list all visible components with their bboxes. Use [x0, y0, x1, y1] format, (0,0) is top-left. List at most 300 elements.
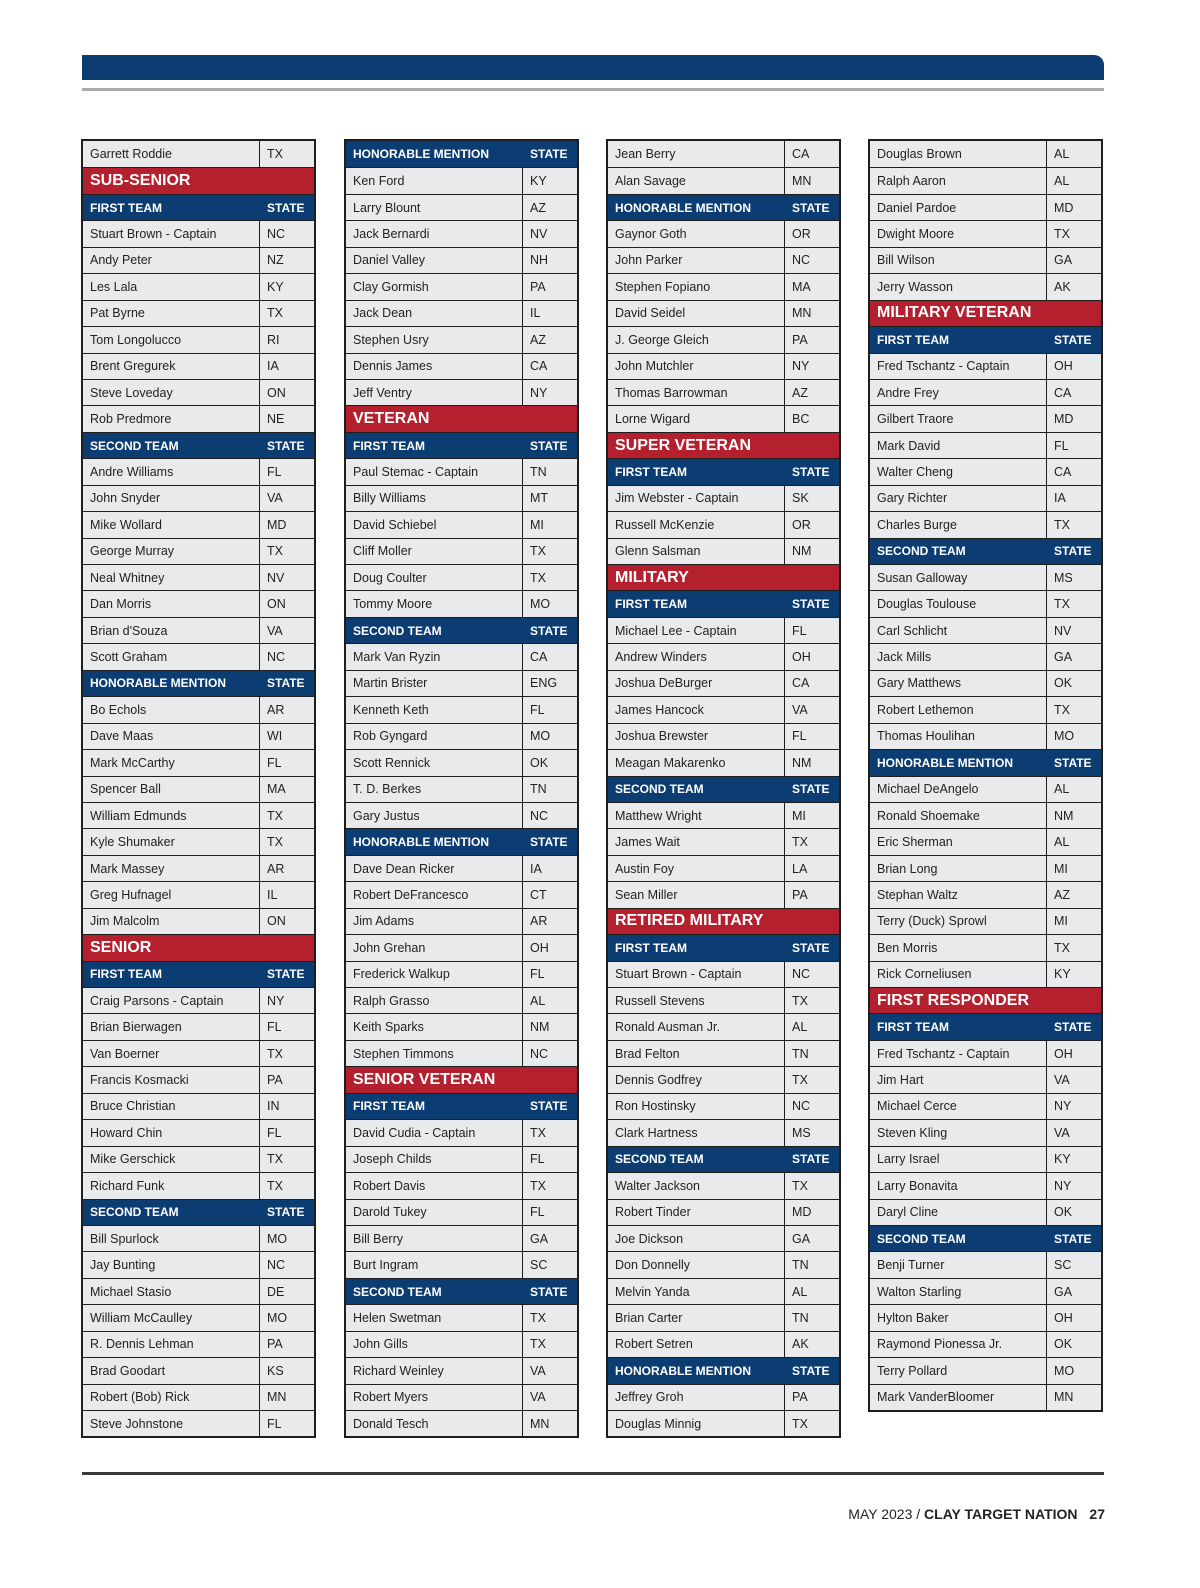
shooter-row: [870, 1172, 1101, 1198]
shooter-state: CA: [792, 147, 810, 162]
division-heading: [346, 405, 577, 431]
shooter-row: [83, 1384, 314, 1410]
shooter-row: [83, 300, 314, 326]
shooter-name: William McCaulley: [83, 1305, 260, 1330]
shooter-name: Brian d'Souza: [83, 618, 260, 643]
shooter-name: Jeff Ventry: [346, 380, 523, 405]
shooter-row: [83, 1013, 314, 1039]
shooter-state: KY: [530, 174, 547, 189]
shooter-name: Raymond Pionessa Jr.: [870, 1332, 1047, 1357]
shooter-row: [870, 273, 1101, 299]
shooter-state: NM: [530, 1020, 550, 1035]
shooter-row: [870, 458, 1101, 484]
shooter-row: [346, 670, 577, 696]
shooter-row: [346, 802, 577, 828]
shooter-name: Ralph Grasso: [346, 988, 523, 1013]
team-header-label: FIRST TEAM: [870, 1014, 1047, 1039]
team-header-row: [870, 1013, 1101, 1039]
shooter-row: [870, 802, 1101, 828]
shooter-state: OH: [1054, 359, 1073, 374]
shooter-state: MD: [792, 1205, 812, 1220]
shooter-row: [870, 881, 1101, 907]
shooter-state: SC: [530, 1258, 548, 1273]
shooter-state: MO: [530, 729, 551, 744]
shooter-state: VA: [1054, 1073, 1070, 1088]
shooter-name: Robert Davis: [346, 1173, 523, 1198]
shooter-name: Ralph Aaron: [870, 168, 1047, 193]
shooter-row: [346, 855, 577, 881]
shooter-name: Walter Jackson: [608, 1173, 785, 1198]
shooter-row: [608, 1066, 839, 1092]
shooter-name: Andre Frey: [870, 380, 1047, 405]
shooter-state: PA: [792, 332, 808, 347]
shooter-state: TX: [267, 1046, 283, 1061]
shooter-row: [870, 828, 1101, 854]
shooter-row: [83, 590, 314, 616]
shooter-row: [870, 353, 1101, 379]
shooter-state: TX: [792, 835, 808, 850]
shooter-name: James Wait: [608, 829, 785, 854]
shooter-row: [83, 1304, 314, 1330]
shooter-name: Clay Gormish: [346, 274, 523, 299]
team-header-label: FIRST TEAM: [608, 935, 785, 960]
team-header-row: [608, 1146, 839, 1172]
shooter-state: TX: [530, 1337, 546, 1352]
shooter-name: Douglas Toulouse: [870, 591, 1047, 616]
shooter-row: [83, 723, 314, 749]
shooter-name: Helen Swetman: [346, 1305, 523, 1330]
shooter-name: Dennis James: [346, 354, 523, 379]
shooter-name: Jeffrey Groh: [608, 1385, 785, 1410]
team-header-row: [870, 749, 1101, 775]
shooter-row: [83, 1251, 314, 1277]
shooter-state: TX: [267, 306, 283, 321]
shooter-state: TX: [530, 1125, 546, 1140]
shooter-name: Ron Hostinsky: [608, 1094, 785, 1119]
shooter-name: Jay Bunting: [83, 1252, 260, 1277]
shooter-state: AR: [267, 702, 285, 717]
shooter-name: Austin Foy: [608, 856, 785, 881]
shooter-name: Tommy Moore: [346, 591, 523, 616]
shooter-name: Walter Cheng: [870, 459, 1047, 484]
shooter-row: [870, 141, 1101, 167]
shooter-name: Gaynor Goth: [608, 221, 785, 246]
shooter-state: AL: [1054, 782, 1070, 797]
shooter-state: NH: [530, 253, 549, 268]
shooter-name: Alan Savage: [608, 168, 785, 193]
shooter-row: [83, 776, 314, 802]
shooter-state: TN: [530, 782, 547, 797]
shooter-name: Sean Miller: [608, 882, 785, 907]
shooter-name: Jack Dean: [346, 301, 523, 326]
shooter-row: [83, 379, 314, 405]
shooter-state: AZ: [530, 200, 546, 215]
shooter-row: [870, 1066, 1101, 1092]
shooter-row: [83, 353, 314, 379]
shooter-name: Daryl Cline: [870, 1200, 1047, 1225]
shooter-state: CT: [530, 887, 547, 902]
shooter-state: NY: [530, 385, 548, 400]
shooter-row: [870, 1304, 1101, 1330]
shooter-state: IN: [267, 1099, 280, 1114]
shooter-row: [870, 220, 1101, 246]
shooter-row: [346, 1040, 577, 1066]
team-header-label: FIRST TEAM: [83, 962, 260, 987]
shooter-name: Jim Adams: [346, 909, 523, 934]
team-header-label: FIRST TEAM: [83, 195, 260, 220]
shooter-state: MN: [792, 306, 812, 321]
roster-column-2: [344, 139, 579, 1438]
shooter-state: MO: [530, 597, 551, 612]
shooter-row: [346, 1410, 577, 1436]
division-title: SUB-SENIOR: [90, 172, 191, 190]
shooter-state: VA: [267, 491, 283, 506]
shooter-state: OH: [530, 940, 549, 955]
shooter-state: AZ: [792, 385, 808, 400]
team-header-label: SECOND TEAM: [870, 1226, 1047, 1251]
shooter-row: [608, 670, 839, 696]
division-heading: [870, 300, 1101, 326]
shooter-state: TX: [530, 1178, 546, 1193]
shooter-state: FL: [267, 1125, 282, 1140]
shooter-row: [608, 1013, 839, 1039]
shooter-name: Ronald Ausman Jr.: [608, 1014, 785, 1039]
shooter-state: ON: [267, 597, 286, 612]
division-title: RETIRED MILITARY: [615, 912, 764, 930]
shooter-row: [346, 749, 577, 775]
shooter-name: Brad Goodart: [83, 1358, 260, 1383]
shooter-state: MS: [792, 1125, 811, 1140]
shooter-row: [346, 1225, 577, 1251]
division-heading: [608, 564, 839, 590]
shooter-row: [608, 273, 839, 299]
shooter-name: Thomas Houlihan: [870, 724, 1047, 749]
shooter-row: [83, 1119, 314, 1145]
shooter-state: IA: [1054, 491, 1066, 506]
shooter-state: TX: [792, 1416, 808, 1431]
shooter-row: [346, 590, 577, 616]
team-header-row: [608, 776, 839, 802]
shooter-row: [346, 1013, 577, 1039]
shooter-row: [83, 1225, 314, 1251]
shooter-name: Darold Tukey: [346, 1200, 523, 1225]
shooter-row: [870, 617, 1101, 643]
shooter-state: FL: [267, 1416, 282, 1431]
shooter-name: Jean Berry: [608, 141, 785, 167]
shooter-state: TX: [792, 993, 808, 1008]
shooter-row: [870, 590, 1101, 616]
shooter-row: [608, 1172, 839, 1198]
shooter-state: AR: [530, 914, 548, 929]
shooter-name: Gary Justus: [346, 803, 523, 828]
shooter-state: MT: [530, 491, 549, 506]
shooter-row: [346, 723, 577, 749]
shooter-state: TX: [530, 544, 546, 559]
division-heading: [346, 1066, 577, 1092]
shooter-name: Burt Ingram: [346, 1252, 523, 1277]
shooter-name: Charles Burge: [870, 512, 1047, 537]
shooter-state: PA: [792, 887, 808, 902]
shooter-name: Frederick Walkup: [346, 962, 523, 987]
shooter-row: [346, 511, 577, 537]
shooter-row: [346, 538, 577, 564]
shooter-state: TN: [792, 1310, 809, 1325]
shooter-row: [870, 696, 1101, 722]
team-header-label: SECOND TEAM: [608, 777, 785, 802]
state-header-label: STATE: [267, 676, 305, 691]
shooter-state: VA: [267, 623, 283, 638]
shooter-row: [870, 670, 1101, 696]
shooter-row: [346, 326, 577, 352]
shooter-state: NC: [792, 1099, 811, 1114]
shooter-name: Ben Morris: [870, 935, 1047, 960]
shooter-name: Gary Richter: [870, 486, 1047, 511]
shooter-row: [870, 723, 1101, 749]
shooter-name: Spencer Ball: [83, 777, 260, 802]
shooter-row: [83, 564, 314, 590]
shooter-state: AL: [792, 1020, 808, 1035]
shooter-name: Bill Berry: [346, 1226, 523, 1251]
shooter-row: [608, 485, 839, 511]
shooter-row: [83, 908, 314, 934]
roster-column-4: [868, 139, 1103, 1412]
shooter-row: [83, 1093, 314, 1119]
shooter-name: Mike Wollard: [83, 512, 260, 537]
shooter-row: [346, 300, 577, 326]
state-header-label: STATE: [530, 1099, 568, 1114]
shooter-name: Larry Bonavita: [870, 1173, 1047, 1198]
shooter-row: [83, 987, 314, 1013]
shooter-state: NV: [530, 227, 548, 242]
shooter-row: [83, 326, 314, 352]
shooter-name: Jack Mills: [870, 644, 1047, 669]
shooter-state: NC: [792, 253, 811, 268]
shooter-name: Susan Galloway: [870, 565, 1047, 590]
shooter-name: David Cudia - Captain: [346, 1120, 523, 1145]
team-header-label: SECOND TEAM: [83, 1200, 260, 1225]
shooter-state: TX: [1054, 517, 1070, 532]
shooter-name: Dan Morris: [83, 591, 260, 616]
shooter-name: Michael Lee - Captain: [608, 618, 785, 643]
shooter-row: [870, 247, 1101, 273]
shooter-name: Mark Van Ryzin: [346, 644, 523, 669]
shooter-row: [870, 432, 1101, 458]
shooter-state: PA: [792, 1390, 808, 1405]
shooter-name: Van Boerner: [83, 1041, 260, 1066]
shooter-name: R. Dennis Lehman: [83, 1332, 260, 1357]
shooter-state: OK: [530, 755, 549, 770]
shooter-name: George Murray: [83, 539, 260, 564]
shooter-name: Kenneth Keth: [346, 697, 523, 722]
shooter-row: [608, 1251, 839, 1277]
shooter-state: NM: [792, 755, 812, 770]
shooter-name: Clark Hartness: [608, 1120, 785, 1145]
shooter-name: Russell Stevens: [608, 988, 785, 1013]
shooter-row: [346, 776, 577, 802]
shooter-state: CA: [1054, 464, 1072, 479]
team-header-row: [608, 934, 839, 960]
division-title: SUPER VETERAN: [615, 436, 752, 454]
team-header-label: HONORABLE MENTION: [608, 1358, 785, 1383]
shooter-state: NM: [792, 544, 812, 559]
shooter-name: Stuart Brown - Captain: [83, 221, 260, 246]
shooter-state: OK: [1054, 1337, 1073, 1352]
shooter-name: Robert Lethemon: [870, 697, 1047, 722]
shooter-state: MA: [267, 782, 286, 797]
shooter-name: Mark VanderBloomer: [870, 1385, 1047, 1410]
shooter-row: [346, 220, 577, 246]
team-header-row: [608, 194, 839, 220]
state-header-label: STATE: [792, 464, 830, 479]
division-heading: [608, 432, 839, 458]
shooter-row: [83, 141, 314, 167]
shooter-row: [608, 1199, 839, 1225]
shooter-row: [870, 855, 1101, 881]
shooter-state: FL: [267, 755, 282, 770]
shooter-name: Mark McCarthy: [83, 750, 260, 775]
shooter-name: Melvin Yanda: [608, 1279, 785, 1304]
shooter-state: MI: [1054, 914, 1068, 929]
shooter-name: Bill Wilson: [870, 248, 1047, 273]
state-header-label: STATE: [267, 967, 305, 982]
shooter-row: [608, 1119, 839, 1145]
shooter-name: Mike Gerschick: [83, 1147, 260, 1172]
team-header-row: [870, 1225, 1101, 1251]
shooter-row: [608, 802, 839, 828]
shooter-row: [346, 1199, 577, 1225]
shooter-name: Craig Parsons - Captain: [83, 988, 260, 1013]
shooter-row: [870, 1251, 1101, 1277]
shooter-row: [608, 220, 839, 246]
team-header-label: FIRST TEAM: [870, 327, 1047, 352]
shooter-name: Joseph Childs: [346, 1147, 523, 1172]
shooter-name: Rob Predmore: [83, 406, 260, 431]
shooter-state: TX: [792, 1178, 808, 1193]
shooter-row: [608, 141, 839, 167]
shooter-state: FL: [530, 1152, 545, 1167]
shooter-name: Stephan Waltz: [870, 882, 1047, 907]
shooter-row: [608, 511, 839, 537]
shooter-name: Joe Dickson: [608, 1226, 785, 1251]
shooter-name: David Seidel: [608, 301, 785, 326]
shooter-name: Steven Kling: [870, 1120, 1047, 1145]
shooter-row: [83, 485, 314, 511]
shooter-row: [83, 1172, 314, 1198]
shooter-name: John Snyder: [83, 486, 260, 511]
shooter-row: [608, 828, 839, 854]
shooter-row: [870, 564, 1101, 590]
shooter-state: CA: [792, 676, 810, 691]
team-header-row: [83, 670, 314, 696]
state-header-label: STATE: [792, 940, 830, 955]
shooter-row: [346, 485, 577, 511]
shooter-row: [608, 1093, 839, 1119]
shooter-name: Gary Matthews: [870, 671, 1047, 696]
team-header-row: [608, 590, 839, 616]
shooter-row: [83, 1331, 314, 1357]
team-header-label: SECOND TEAM: [870, 539, 1047, 564]
shooter-row: [83, 1278, 314, 1304]
page-number: 27: [1089, 1506, 1105, 1522]
team-header-row: [608, 458, 839, 484]
shooter-state: NC: [267, 227, 286, 242]
shooter-row: [346, 379, 577, 405]
shooter-state: MN: [792, 174, 812, 189]
shooter-name: Robert DeFrancesco: [346, 882, 523, 907]
shooter-state: CA: [530, 650, 548, 665]
state-header-label: STATE: [792, 597, 830, 612]
shooter-row: [870, 1384, 1101, 1410]
team-header-label: HONORABLE MENTION: [83, 671, 260, 696]
shooter-row: [608, 167, 839, 193]
shooter-state: NV: [1054, 623, 1072, 638]
shooter-row: [608, 379, 839, 405]
shooter-state: AL: [792, 1284, 808, 1299]
shooter-state: PA: [267, 1073, 283, 1088]
shooter-state: RI: [267, 332, 280, 347]
shooter-state: AR: [267, 861, 285, 876]
shooter-row: [608, 1278, 839, 1304]
shooter-row: [870, 167, 1101, 193]
page-footer: [848, 1506, 1105, 1522]
shooter-row: [870, 511, 1101, 537]
shooter-row: [870, 194, 1101, 220]
shooter-state: ON: [267, 914, 286, 929]
shooter-row: [83, 538, 314, 564]
shooter-name: Don Donnelly: [608, 1252, 785, 1277]
shooter-row: [608, 1331, 839, 1357]
shooter-row: [346, 1146, 577, 1172]
state-header-label: STATE: [530, 835, 568, 850]
shooter-name: Paul Stemac - Captain: [346, 459, 523, 484]
shooter-state: MN: [530, 1416, 550, 1431]
shooter-row: [346, 1119, 577, 1145]
shooter-state: MO: [1054, 1363, 1075, 1378]
shooter-name: Douglas Minnig: [608, 1411, 785, 1436]
state-header-label: STATE: [1054, 1020, 1092, 1035]
shooter-row: [346, 194, 577, 220]
shooter-state: WI: [267, 729, 283, 744]
shooter-name: Dwight Moore: [870, 221, 1047, 246]
shooter-name: Rick Corneliusen: [870, 962, 1047, 987]
shooter-name: Robert Tinder: [608, 1200, 785, 1225]
shooter-name: T. D. Berkes: [346, 777, 523, 802]
shooter-state: PA: [530, 279, 546, 294]
shooter-state: MA: [792, 279, 811, 294]
shooter-row: [870, 1093, 1101, 1119]
shooter-row: [608, 1304, 839, 1330]
shooter-state: NY: [1054, 1178, 1072, 1193]
shooter-row: [608, 881, 839, 907]
team-header-row: [870, 326, 1101, 352]
team-header-row: [346, 141, 577, 167]
shooter-state: VA: [530, 1390, 546, 1405]
shooter-row: [346, 908, 577, 934]
state-header-label: STATE: [1054, 1231, 1092, 1246]
shooter-row: [346, 247, 577, 273]
shooter-row: [870, 1146, 1101, 1172]
team-header-label: FIRST TEAM: [608, 591, 785, 616]
shooter-row: [83, 1146, 314, 1172]
shooter-name: Andy Peter: [83, 248, 260, 273]
state-header-label: STATE: [267, 438, 305, 453]
shooter-state: TX: [1054, 702, 1070, 717]
shooter-row: [83, 749, 314, 775]
shooter-name: Hylton Baker: [870, 1305, 1047, 1330]
shooter-row: [346, 696, 577, 722]
shooter-name: Robert Myers: [346, 1385, 523, 1410]
shooter-state: FL: [530, 967, 545, 982]
